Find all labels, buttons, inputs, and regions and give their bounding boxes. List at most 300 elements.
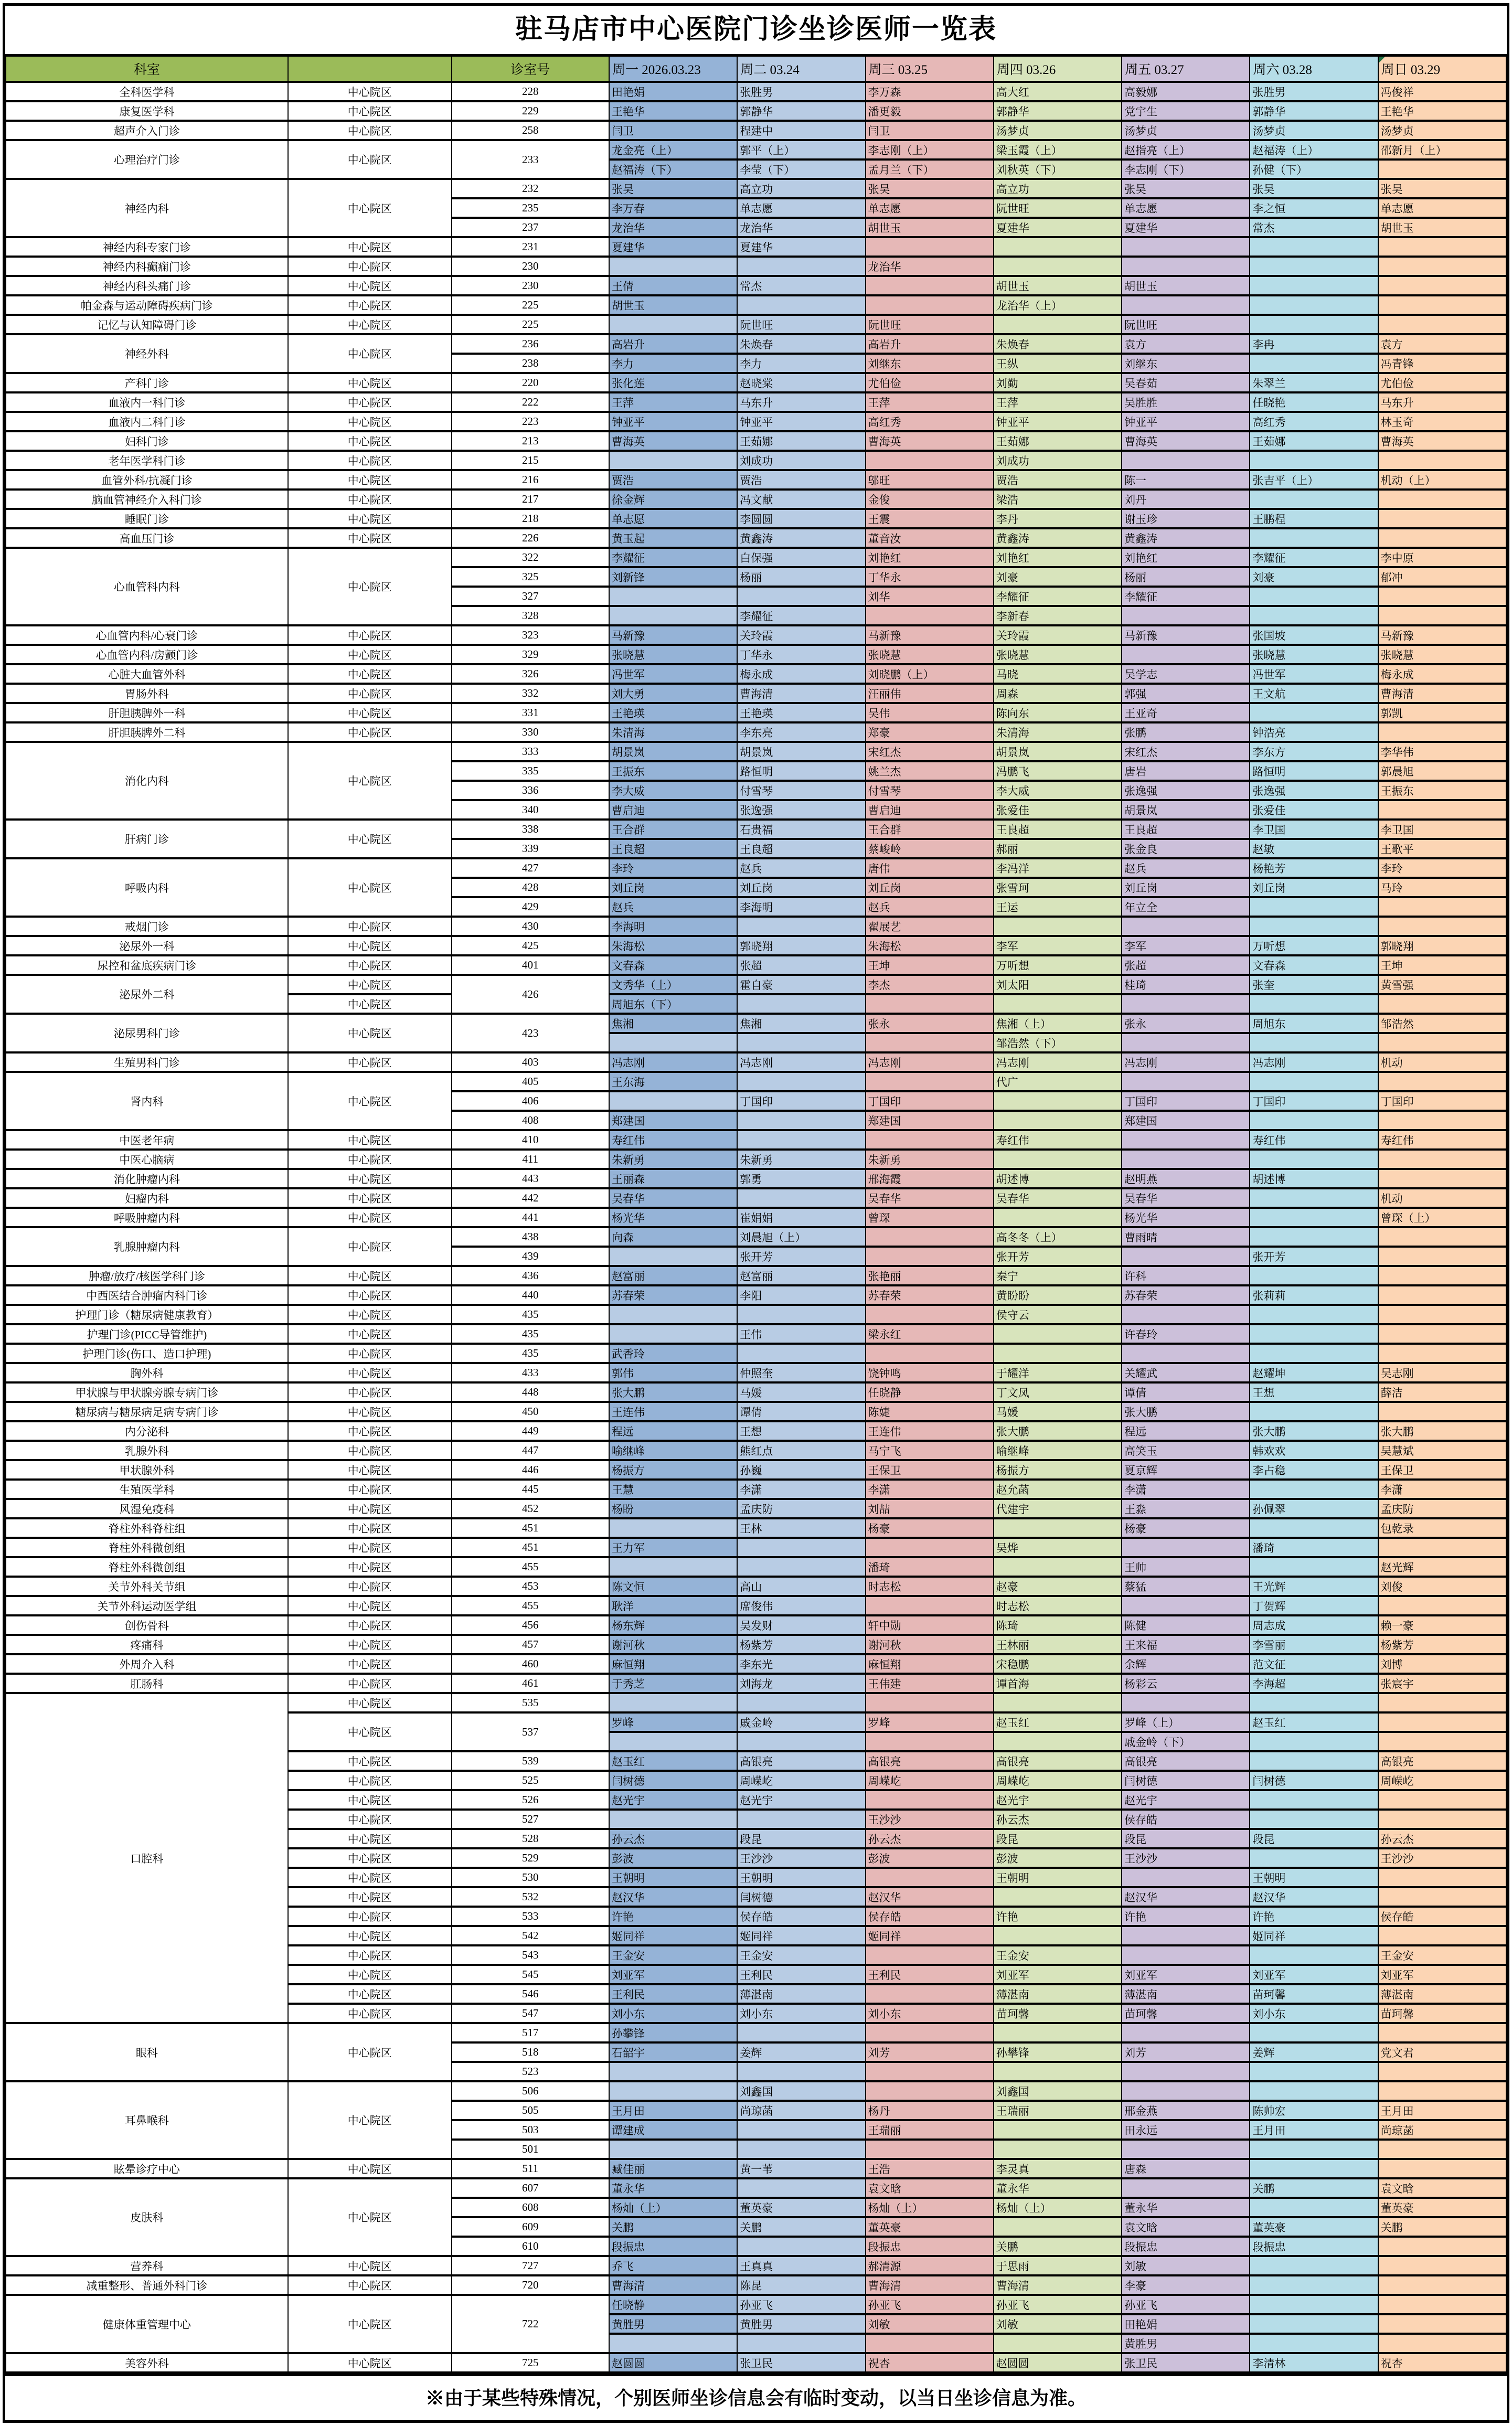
room-cell: 217 [452, 490, 609, 509]
schedule-cell [1122, 1150, 1250, 1169]
schedule-cell: 刘敏 [866, 2314, 994, 2334]
schedule-cell: 李力 [737, 354, 865, 373]
department-cell: 神经内科癫痫门诊 [6, 257, 288, 276]
schedule-cell: 赵敏 [1250, 839, 1378, 858]
schedule-cell [1378, 2314, 1506, 2334]
schedule-cell: 贾浩 [609, 470, 737, 490]
schedule-sheet [3, 3, 1509, 2423]
campus-cell: 中心院区 [288, 470, 452, 490]
schedule-cell: 高岩升 [609, 334, 737, 354]
schedule-cell [1250, 2256, 1378, 2275]
department-cell: 肝病门诊 [6, 820, 288, 858]
room-cell: 461 [452, 1674, 609, 1693]
room-cell: 505 [452, 2101, 609, 2120]
schedule-cell: 王茹娜 [1250, 431, 1378, 451]
department-cell: 脊柱外科脊柱组 [6, 1518, 288, 1538]
room-cell: 607 [452, 2178, 609, 2198]
table-row [6, 2081, 1506, 2101]
schedule-cell: 刘艳红 [1122, 548, 1250, 567]
schedule-cell [737, 917, 865, 936]
schedule-cell: 田永远 [1122, 2120, 1250, 2140]
schedule-cell: 陈一 [1122, 470, 1250, 490]
schedule-cell: 杨光华 [609, 1208, 737, 1227]
room-cell: 213 [452, 431, 609, 451]
schedule-cell: 张超 [737, 955, 865, 975]
schedule-cell [609, 1091, 737, 1111]
schedule-cell: 张吉平（上） [1250, 470, 1378, 490]
schedule-cell: 张大鹏 [1378, 1421, 1506, 1441]
schedule-cell: 侯守云 [994, 1305, 1122, 1324]
schedule-cell: 朱海松 [866, 936, 994, 955]
department-cell: 健康体重管理中心 [6, 2295, 288, 2353]
schedule-cell: 马新豫 [609, 625, 737, 645]
schedule-cell: 尚琼菡 [737, 2101, 865, 2120]
schedule-cell: 王伟 [737, 1324, 865, 1344]
schedule-cell: 袁方 [1378, 334, 1506, 354]
schedule-cell [609, 2062, 737, 2081]
schedule-cell [1250, 2275, 1378, 2295]
col-header-friday: 周五 03.27 [1122, 56, 1250, 82]
table-row [6, 237, 1506, 257]
schedule-cell: 赵光宇 [1122, 1790, 1250, 1810]
schedule-cell: 张开芳 [737, 1247, 865, 1266]
schedule-cell [1250, 295, 1378, 315]
schedule-cell [737, 1072, 865, 1091]
schedule-cell: 焦湘 [609, 1014, 737, 1033]
department-cell: 外周介入科 [6, 1654, 288, 1674]
schedule-cell: 梅永成 [737, 664, 865, 684]
table-row [6, 1344, 1506, 1363]
schedule-cell: 王纵 [994, 354, 1122, 373]
campus-cell: 中心院区 [288, 121, 452, 140]
room-cell: 423 [452, 1014, 609, 1052]
schedule-cell: 梁玉霞（上） [994, 140, 1122, 159]
campus-cell: 中心院区 [288, 451, 452, 470]
schedule-cell [1378, 587, 1506, 606]
schedule-cell: 王歌平 [1378, 839, 1506, 858]
schedule-cell: 冯世军 [609, 664, 737, 684]
schedule-cell: 王伟建 [866, 1674, 994, 1693]
schedule-cell [1378, 2334, 1506, 2353]
schedule-cell: 吴春华 [609, 1188, 737, 1208]
department-cell: 消化肿瘤内科 [6, 1169, 288, 1188]
schedule-cell [866, 2081, 994, 2101]
schedule-cell: 姚兰杰 [866, 761, 994, 781]
schedule-cell: 段昆 [1250, 1829, 1378, 1848]
department-cell: 中西医结合肿瘤内科门诊 [6, 1285, 288, 1305]
page-title: 驻马店市中心医院门诊坐诊医师一览表 [515, 15, 997, 45]
campus-cell: 中心院区 [288, 140, 452, 179]
room-cell: 323 [452, 625, 609, 645]
schedule-cell [1250, 1072, 1378, 1091]
schedule-cell: 张开芳 [994, 1247, 1122, 1266]
schedule-cell: 刘亚军 [1122, 1965, 1250, 1984]
schedule-cell: 曾琛（上） [1378, 1208, 1506, 1227]
schedule-cell: 代广 [994, 1072, 1122, 1091]
schedule-cell: 孟月兰（下） [866, 159, 994, 179]
schedule-cell: 王连伟 [609, 1402, 737, 1421]
schedule-cell: 许艳 [609, 1907, 737, 1926]
schedule-cell: 高立功 [737, 179, 865, 198]
schedule-cell: 潘更毅 [866, 101, 994, 121]
schedule-cell: 马晓 [994, 664, 1122, 684]
table-row [6, 1421, 1506, 1441]
schedule-cell: 王林丽 [994, 1635, 1122, 1654]
room-cell: 440 [452, 1285, 609, 1305]
schedule-cell: 王利民 [609, 1984, 737, 2004]
col-header-room: 诊室号 [452, 56, 609, 82]
schedule-cell: 夏建华 [994, 218, 1122, 237]
department-cell: 乳腺外科 [6, 1441, 288, 1460]
schedule-cell [1122, 606, 1250, 625]
schedule-cell: 王良超 [737, 839, 865, 858]
schedule-cell: 朱翠兰 [1250, 373, 1378, 392]
room-cell: 225 [452, 295, 609, 315]
schedule-cell: 刘华 [866, 587, 994, 606]
schedule-cell: 王东海 [609, 1072, 737, 1091]
campus-cell: 中心院区 [288, 82, 452, 101]
room-cell: 448 [452, 1382, 609, 1402]
table-row [6, 451, 1506, 470]
schedule-cell [737, 1188, 865, 1208]
schedule-cell: 王沙沙 [866, 1810, 994, 1829]
campus-cell: 中心院区 [288, 1499, 452, 1518]
schedule-cell: 张逸强 [737, 800, 865, 820]
schedule-cell: 刘成功 [737, 451, 865, 470]
schedule-cell: 冯志刚 [737, 1052, 865, 1072]
schedule-cell [1378, 528, 1506, 548]
schedule-cell: 刘小东 [1250, 2004, 1378, 2023]
room-cell: 428 [452, 878, 609, 897]
schedule-cell: 邹浩然（下） [994, 1033, 1122, 1052]
schedule-cell [1378, 237, 1506, 257]
schedule-cell: 张晓慧 [1250, 645, 1378, 664]
schedule-cell: 朱焕春 [994, 334, 1122, 354]
schedule-cell: 胡景岚 [994, 742, 1122, 761]
room-cell: 226 [452, 528, 609, 548]
schedule-cell: 赵明燕 [1122, 1169, 1250, 1188]
campus-cell: 中心院区 [288, 1674, 452, 1693]
campus-cell: 中心院区 [288, 858, 452, 917]
campus-cell: 中心院区 [288, 1596, 452, 1615]
schedule-cell [1250, 276, 1378, 295]
table-row [6, 82, 1506, 101]
schedule-cell [1378, 1344, 1506, 1363]
schedule-cell: 王利民 [737, 1965, 865, 1984]
schedule-cell [1122, 295, 1250, 315]
campus-cell: 中心院区 [288, 1363, 452, 1382]
schedule-cell: 刘喆 [866, 1499, 994, 1518]
schedule-cell: 段振忠 [1122, 2237, 1250, 2256]
schedule-cell: 时志松 [866, 1577, 994, 1596]
schedule-cell: 高岩升 [866, 334, 994, 354]
schedule-cell [1122, 2062, 1250, 2081]
schedule-cell: 高红秀 [1250, 412, 1378, 431]
schedule-cell [866, 1984, 994, 2004]
schedule-cell: 尤伯俭 [866, 373, 994, 392]
schedule-cell: 吴春华 [994, 1188, 1122, 1208]
schedule-cell: 孙佩翠 [1250, 1499, 1378, 1518]
schedule-cell: 杨丽 [1122, 567, 1250, 587]
table-row [6, 742, 1506, 761]
room-cell: 441 [452, 1208, 609, 1227]
table-row [6, 490, 1506, 509]
schedule-cell: 张胜男 [737, 82, 865, 101]
schedule-cell: 姬同祥 [866, 1926, 994, 1945]
schedule-cell: 王坤 [866, 955, 994, 975]
room-cell: 223 [452, 412, 609, 431]
schedule-cell: 曹海清 [737, 684, 865, 703]
schedule-cell: 刘丘岗 [1250, 878, 1378, 897]
schedule-cell [1250, 587, 1378, 606]
room-cell: 435 [452, 1305, 609, 1324]
schedule-cell: 马新豫 [1122, 625, 1250, 645]
table-row [6, 820, 1506, 839]
campus-cell: 中心院区 [288, 1421, 452, 1441]
schedule-cell: 苏春荣 [866, 1285, 994, 1305]
schedule-cell: 董音汝 [866, 528, 994, 548]
schedule-body [6, 82, 1506, 2372]
campus-cell: 中心院区 [288, 994, 452, 1014]
schedule-cell: 孙攀锋 [994, 2042, 1122, 2062]
table-row [6, 1285, 1506, 1305]
schedule-cell: 黄胜男 [1122, 2334, 1250, 2353]
schedule-cell [609, 257, 737, 276]
schedule-cell: 刘晨旭（上） [737, 1227, 865, 1247]
schedule-cell: 赵允菡 [994, 1480, 1122, 1499]
department-cell: 肛肠科 [6, 1674, 288, 1693]
campus-cell: 中心院区 [288, 412, 452, 431]
department-cell: 心脏大血管外科 [6, 664, 288, 684]
schedule-cell: 谭倩 [737, 1402, 865, 1421]
schedule-cell [1378, 2256, 1506, 2275]
campus-cell: 中心院区 [288, 431, 452, 451]
schedule-cell [1378, 1072, 1506, 1091]
schedule-cell [737, 1305, 865, 1324]
room-cell: 447 [452, 1441, 609, 1460]
campus-cell: 中心院区 [288, 917, 452, 936]
schedule-cell: 赵富丽 [737, 1266, 865, 1285]
table-row [6, 1188, 1506, 1208]
col-header-sunday: 周日 03.29 [1378, 56, 1506, 82]
schedule-cell: 曹海英 [1122, 431, 1250, 451]
schedule-cell: 潘琦 [866, 1557, 994, 1577]
schedule-cell: 丁文凤 [994, 1382, 1122, 1402]
schedule-cell [866, 1227, 994, 1247]
schedule-cell [994, 1111, 1122, 1130]
schedule-cell [1122, 1926, 1250, 1945]
schedule-cell: 李耀征 [609, 548, 737, 567]
schedule-cell [1378, 2062, 1506, 2081]
room-cell: 401 [452, 955, 609, 975]
schedule-cell: 戚金岭 [737, 1712, 865, 1732]
schedule-cell: 王保卫 [1378, 1460, 1506, 1480]
schedule-cell [1250, 1480, 1378, 1499]
department-cell: 血液内二科门诊 [6, 412, 288, 431]
schedule-cell: 高冬冬（上） [994, 1227, 1122, 1247]
campus-cell: 中心院区 [288, 1188, 452, 1208]
schedule-cell: 许春玲 [1122, 1324, 1250, 1344]
schedule-cell [609, 2140, 737, 2159]
schedule-cell: 胡世玉 [866, 218, 994, 237]
campus-cell: 中心院区 [288, 548, 452, 625]
schedule-cell: 周嵘屹 [1378, 1771, 1506, 1790]
schedule-cell: 臧佳丽 [609, 2159, 737, 2178]
schedule-cell: 许艳 [1250, 1907, 1378, 1926]
department-cell: 妇瘤内科 [6, 1188, 288, 1208]
schedule-cell: 张艳丽 [866, 1266, 994, 1285]
schedule-cell [737, 994, 865, 1014]
table-row [6, 1363, 1506, 1382]
table-row [6, 334, 1506, 354]
room-cell: 430 [452, 917, 609, 936]
schedule-cell: 张永 [866, 1014, 994, 1033]
schedule-cell: 龙治华 [866, 257, 994, 276]
schedule-cell: 刘鑫国 [737, 2081, 865, 2101]
schedule-cell [866, 1790, 994, 1810]
schedule-cell: 张莉莉 [1250, 1285, 1378, 1305]
schedule-cell [866, 1945, 994, 1965]
schedule-cell [1250, 1945, 1378, 1965]
room-cell: 451 [452, 1518, 609, 1538]
department-cell: 中医老年病 [6, 1130, 288, 1150]
schedule-cell: 翟展艺 [866, 917, 994, 936]
table-row [6, 528, 1506, 548]
schedule-cell: 胡世玉 [994, 276, 1122, 295]
schedule-cell [1122, 1033, 1250, 1052]
schedule-cell: 阮世旺 [1122, 315, 1250, 334]
schedule-cell: 黄盼盼 [994, 1285, 1122, 1305]
room-cell: 329 [452, 645, 609, 664]
table-row [6, 1052, 1506, 1072]
schedule-cell: 马玲 [1378, 878, 1506, 897]
schedule-cell [609, 1324, 737, 1344]
schedule-cell: 刘芳 [1122, 2042, 1250, 2062]
schedule-cell [994, 917, 1122, 936]
schedule-cell [1378, 2023, 1506, 2042]
schedule-cell: 谢河秋 [609, 1635, 737, 1654]
schedule-cell: 王沙沙 [1122, 1848, 1250, 1868]
schedule-cell: 王良超 [994, 820, 1122, 839]
campus-cell: 中心院区 [288, 1926, 452, 1945]
schedule-cell [866, 1130, 994, 1150]
department-cell: 心血管内科/心衰门诊 [6, 625, 288, 645]
schedule-cell [737, 1693, 865, 1712]
schedule-cell: 赵晓棠 [737, 373, 865, 392]
schedule-cell: 侯存皓 [1122, 1810, 1250, 1829]
room-cell: 446 [452, 1460, 609, 1480]
room-cell: 443 [452, 1169, 609, 1188]
schedule-cell: 金俊 [866, 490, 994, 509]
schedule-cell: 石贵福 [737, 820, 865, 839]
room-cell: 406 [452, 1091, 609, 1111]
schedule-cell: 王良超 [1122, 820, 1250, 839]
schedule-cell: 关鹏 [1250, 2178, 1378, 2198]
schedule-cell: 郭静华 [994, 101, 1122, 121]
schedule-cell [1378, 2140, 1506, 2159]
schedule-cell: 陈帅宏 [1250, 2101, 1378, 2120]
schedule-cell: 秦宁 [994, 1266, 1122, 1285]
schedule-cell: 胡述博 [1250, 1169, 1378, 1188]
schedule-cell: 郑豪 [866, 722, 994, 742]
schedule-cell: 邵新月（上） [1378, 140, 1506, 159]
schedule-cell: 孙健（下） [1250, 159, 1378, 179]
schedule-cell: 刘俊 [1378, 1577, 1506, 1596]
table-row [6, 1596, 1506, 1615]
schedule-cell: 曹启迪 [609, 800, 737, 820]
schedule-cell: 张大鹏 [1122, 1402, 1250, 1421]
campus-cell: 中心院区 [288, 625, 452, 645]
schedule-cell [1250, 528, 1378, 548]
col-header-monday: 周一 2026.03.23 [609, 56, 737, 82]
schedule-cell [866, 994, 994, 1014]
schedule-cell: 包乾录 [1378, 1518, 1506, 1538]
schedule-cell [1122, 2140, 1250, 2159]
schedule-cell: 李玲 [609, 858, 737, 878]
campus-cell: 中心院区 [288, 2159, 452, 2178]
table-row [6, 1130, 1506, 1150]
schedule-cell [1122, 1693, 1250, 1712]
schedule-cell: 薛洁 [1378, 1382, 1506, 1402]
schedule-cell: 任晓艳 [1250, 392, 1378, 412]
schedule-cell: 张大鹏 [994, 1421, 1122, 1441]
campus-cell: 中心院区 [288, 1771, 452, 1790]
campus-cell: 中心院区 [288, 1615, 452, 1635]
schedule-cell: 常杰 [737, 276, 865, 295]
schedule-cell: 赖一豪 [1378, 1615, 1506, 1635]
schedule-cell: 李海明 [737, 897, 865, 917]
campus-cell: 中心院区 [288, 1382, 452, 1402]
schedule-cell: 黄鑫涛 [1122, 528, 1250, 548]
schedule-cell: 梅永成 [1378, 664, 1506, 684]
schedule-cell [1378, 1810, 1506, 1829]
schedule-cell: 党宇生 [1122, 101, 1250, 121]
schedule-cell: 王鹏程 [1250, 509, 1378, 528]
schedule-cell: 苗珂馨 [1122, 2004, 1250, 2023]
schedule-cell: 刘敏 [1122, 2256, 1250, 2275]
schedule-cell: 王朝明 [1250, 1868, 1378, 1887]
room-cell: 220 [452, 373, 609, 392]
schedule-cell [866, 1305, 994, 1324]
table-row [6, 431, 1506, 451]
table-row [6, 1654, 1506, 1674]
schedule-cell: 李潇 [1122, 1480, 1250, 1499]
schedule-cell [1378, 2159, 1506, 2178]
department-cell: 泌尿外二科 [6, 975, 288, 1014]
schedule-cell: 寿红伟 [1378, 1130, 1506, 1150]
table-row [6, 1538, 1506, 1557]
schedule-cell: 朱新勇 [866, 1150, 994, 1169]
schedule-cell: 王振东 [609, 761, 737, 781]
schedule-cell [1122, 257, 1250, 276]
schedule-cell: 冯志刚 [609, 1052, 737, 1072]
campus-cell: 中心院区 [288, 1266, 452, 1285]
schedule-cell [994, 1324, 1122, 1344]
table-row [6, 548, 1506, 567]
campus-cell: 中心院区 [288, 1810, 452, 1829]
schedule-cell: 王合群 [866, 820, 994, 839]
schedule-cell: 关鹏 [994, 2237, 1122, 2256]
campus-cell: 中心院区 [288, 2081, 452, 2159]
schedule-cell: 张昊 [866, 179, 994, 198]
campus-cell: 中心院区 [288, 528, 452, 548]
campus-cell: 中心院区 [288, 257, 452, 276]
schedule-cell: 王光辉 [1250, 1577, 1378, 1596]
schedule-cell [1378, 1247, 1506, 1266]
schedule-cell [1378, 1790, 1506, 1810]
schedule-cell: 董永华 [609, 2178, 737, 2198]
schedule-cell: 朱清海 [609, 722, 737, 742]
